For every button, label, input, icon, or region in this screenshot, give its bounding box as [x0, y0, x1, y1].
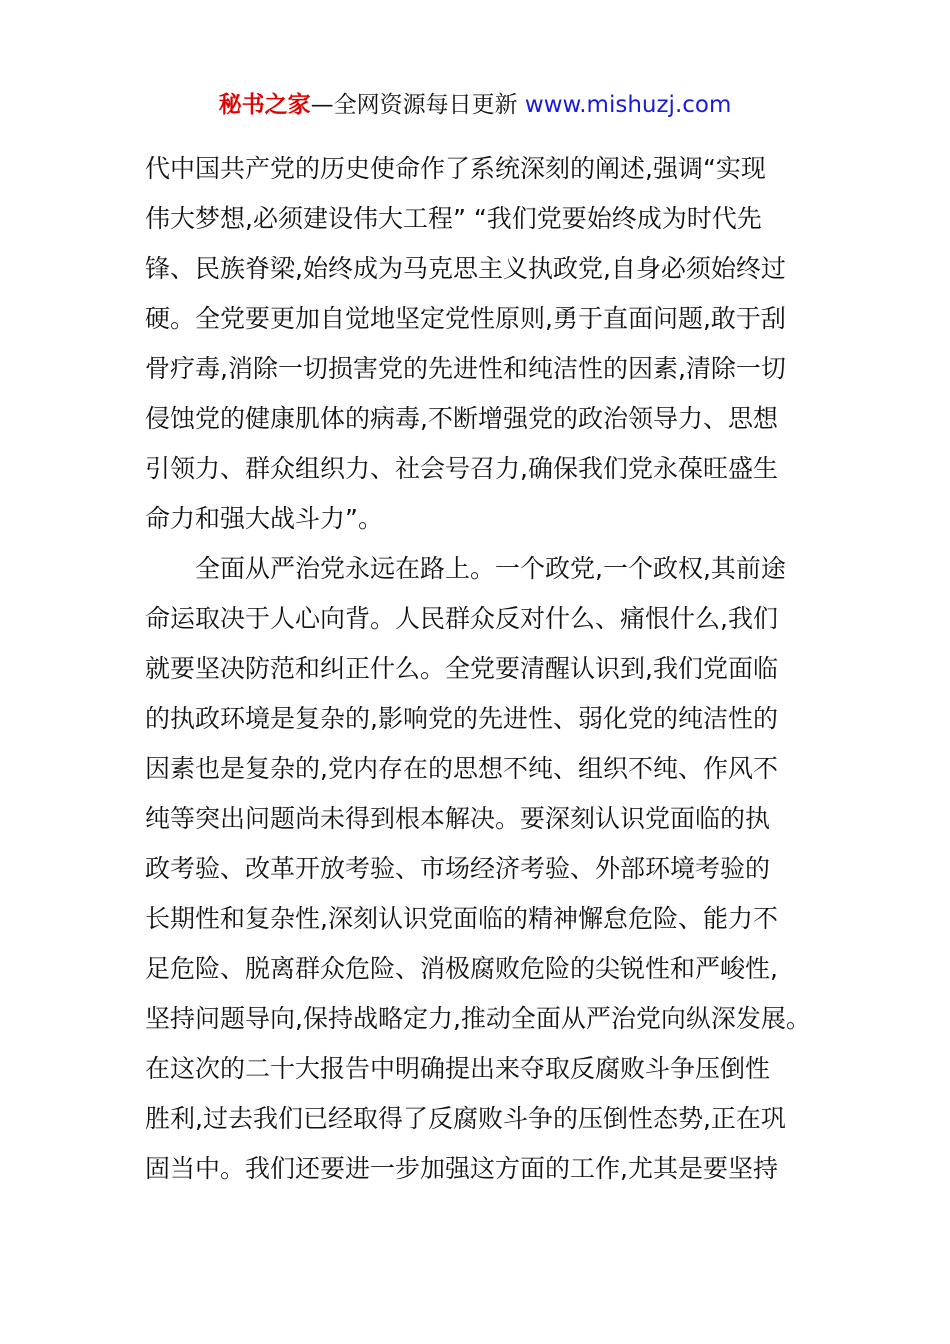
text-line: 引领力、群众组织力、社会号召力,确保我们党永葆旺盛生 [145, 454, 778, 483]
document-body [145, 144, 810, 1194]
site-tagline: —全网资源每日更新 [310, 92, 525, 118]
text-line: 硬。全党要更加自觉地坚定党性原则,勇于直面问题,敢于刮 [145, 304, 786, 333]
text-line: 政考验、改革开放考验、市场经济考验、外部环境考验的 [145, 854, 771, 883]
text-line: 的执政环境是复杂的,影响党的先进性、弱化党的纯洁性的 [145, 704, 778, 733]
site-url-link[interactable]: www.mishuzj.com [524, 92, 732, 118]
text-line: 命运取决于人心向背。人民群众反对什么、痛恨什么,我们 [145, 604, 778, 633]
text-line: 足危险、脱离群众危险、消极腐败危险的尖锐性和严峻性, [145, 954, 778, 983]
text-line: 因素也是复杂的,党内存在的思想不纯、组织不纯、作风不 [145, 754, 778, 783]
text-line: 命力和强大战斗力”。 [145, 504, 383, 533]
text-line: 骨疗毒,消除一切损害党的先进性和纯洁性的因素,清除一切 [145, 354, 786, 383]
text-line: 坚持问题导向,保持战略定力,推动全面从严治党向纵深发展。 [145, 1004, 811, 1033]
paragraph-start-line: 全面从严治党永远在路上。一个政党,一个政权,其前途 [195, 554, 786, 583]
text-line: 就要坚决防范和纠正什么。全党要清醒认识到,我们党面临 [145, 654, 778, 683]
text-line: 代中国共产党的历史使命作了系统深刻的阐述,强调“实现 [145, 154, 766, 183]
text-line: 侵蚀党的健康肌体的病毒,不断增强党的政治领导力、思想 [145, 404, 778, 433]
text-line: 长期性和复杂性,深刻认识党面临的精神懈怠危险、能力不 [145, 904, 778, 933]
text-line: 在这次的二十大报告中明确提出来夺取反腐败斗争压倒性 [145, 1054, 771, 1083]
site-brand: 秘书之家 [218, 92, 311, 118]
text-line: 锋、民族脊梁,始终成为马克思主义执政党,自身必须始终过 [145, 254, 786, 283]
text-line: 纯等突出问题尚未得到根本解决。要深刻认识党面临的执 [145, 804, 771, 833]
text-line: 胜利,过去我们已经取得了反腐败斗争的压倒性态势,正在巩 [145, 1104, 786, 1133]
text-line: 固当中。我们还要进一步加强这方面的工作,尤其是要坚持 [145, 1154, 778, 1183]
page-header [0, 88, 950, 122]
text-line: 伟大梦想,必须建设伟大工程” “我们党要始终成为时代先 [145, 204, 762, 233]
